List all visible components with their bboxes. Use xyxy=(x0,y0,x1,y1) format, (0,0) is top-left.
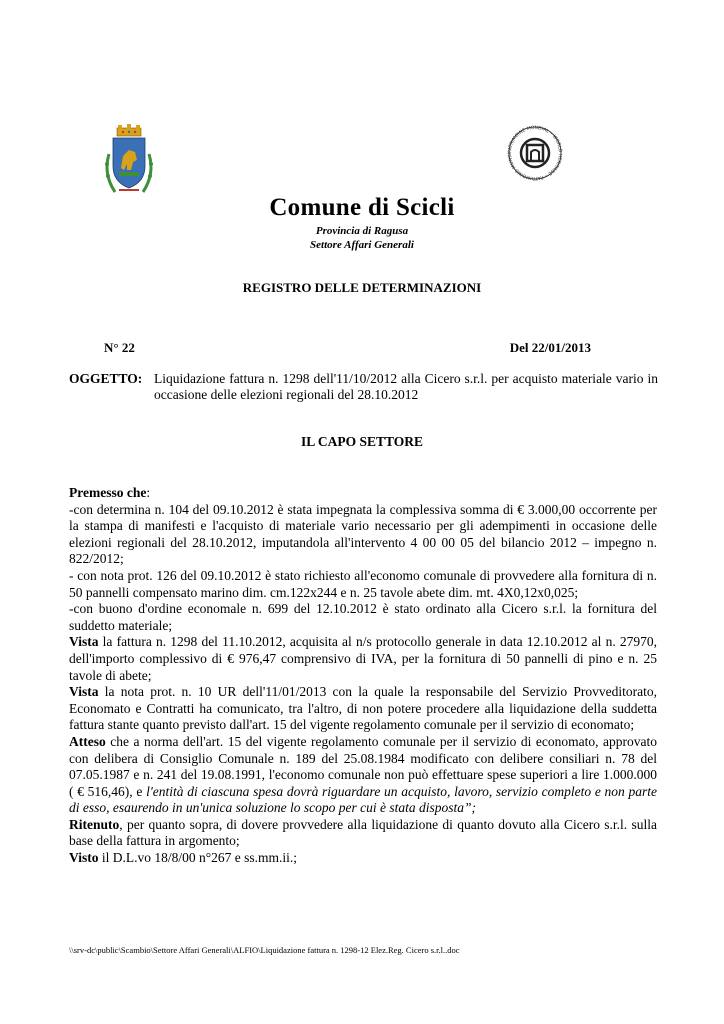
paragraph-vista-nota xyxy=(69,684,657,734)
premesso-paragraph xyxy=(69,485,657,502)
page-title: Comune di Scicli xyxy=(269,194,455,221)
registro-heading: REGISTRO DELLE DETERMINAZIONI xyxy=(242,280,482,295)
vista-label: Vista xyxy=(69,634,99,650)
determina-number: N° 22 xyxy=(104,340,135,355)
vista-fattura-text: la fattura n. 1298 del 11.10.2012, acquisita al n/s protocollo generale in data 12.10.2012 al n. 27970, dell'importo complessivo di € 976,47 comprensivo di IVA, per la fornitura di 50 pannelli di pino e n. 25 tavole di abete; xyxy=(69,634,657,683)
footer-file-path: \\srv-dc\public\Scambio\Settore Affari Generali\ALFIO\Liquidazione fattura n. 1298-12 Elez.Reg. Cicero s.r.l..doc xyxy=(69,945,460,955)
svg-text:PATRIMOINE MONDIAL • WORLD HER: PATRIMOINE MONDIAL • WORLD HERITAGE • PATRIMONIO MUNDI xyxy=(507,125,563,181)
settore-subtitle: Settore Affari Generali xyxy=(310,239,414,251)
oggetto-text: Liquidazione fattura n. 1298 dell'11/10/2012 alla Cicero s.r.l. per acquisto materiale vario in occasione delle elezioni regionali del 28.10.2012 xyxy=(154,371,658,402)
unesco-world-heritage-logo xyxy=(498,124,572,182)
premesso-colon: : xyxy=(146,485,151,500)
province-subtitle: Provincia di Ragusa xyxy=(315,225,409,237)
capo-settore-heading: IL CAPO SETTORE xyxy=(300,434,424,449)
ritenuto-label: Ritenuto xyxy=(69,816,120,832)
visto-text: il D.L.vo 18/8/00 n°267 e ss.mm.ii.; xyxy=(98,850,298,866)
atteso-quote: l'entità di ciascuna spesa dovrà riguardare un acquisto, lavoro, servizio completo e non parte di esso, esaurendo in un'unica soluzione lo scopo per cui è stata disposta”; xyxy=(69,783,657,816)
ritenuto-text: , per quanto sopra, di dovere provvedere alla liquidazione di quanto dovuto alla Cicero s.r.l. sulla base della fattura in argomento; xyxy=(69,816,657,849)
paragraph-buono: -con buono d'ordine economale n. 699 del 12.10.2012 è stato ordinato alla Cicero s.r.l. la fornitura del suddetto materiale; xyxy=(69,601,657,633)
paragraph-atteso xyxy=(69,734,657,817)
document-body xyxy=(69,485,657,867)
visto-label: Visto xyxy=(69,850,99,866)
atteso-label: Atteso xyxy=(69,733,106,749)
oggetto-label: OGGETTO: xyxy=(69,371,143,386)
paragraph-visto xyxy=(69,850,657,867)
paragraph-determina: -con determina n. 104 del 09.10.2012 è stata impegnata la complessiva somma di € 3.000,00 occorrente per la stampa di manifesti e l'acquisto di materiale vario necessario per gli adempimenti in occasione delle elezioni regionali del 28.10.2012, imputandola all'intervento 4 00 00 05 del bilancio 2012 – impegno n. 822/2012; xyxy=(69,501,657,567)
atteso-text: che a norma dell'art. 15 del vigente regolamento comunale per il servizio di economato, approvato con delibera di Consiglio Comunale n. 189 del 25.08.1984 modificato con delibere consiliari n. 78 del 07.05.1987 e n. 241 del 19.08.1991, l'economo comunale non può effettuare spese superiori a lire 1.000.000 ( € 516,46), e xyxy=(69,733,657,799)
paragraph-vista-fattura xyxy=(69,634,657,684)
determina-date: Del 22/01/2013 xyxy=(509,340,591,355)
comune-crest-logo xyxy=(101,124,157,198)
vista-label: Vista xyxy=(69,684,99,700)
paragraph-ritenuto xyxy=(69,817,657,850)
premesso-label: Premesso che xyxy=(69,485,147,500)
paragraph-nota: - con nota prot. 126 del 09.10.2012 è stato richiesto all'economo comunale di provvedere alla fornitura di n. 50 pannelli compensato marino dim. cm.122x244 e n. 25 tavole abete dim. mt. 4X0,12x0,025; xyxy=(69,567,657,600)
vista-nota-text: la nota prot. n. 10 UR dell'11/01/2013 con la quale la responsabile del Servizio Provveditorato, Economato e Contratti ha comunicato, tra l'altro, di non potere procedere alla liquidazione della suddetta fattura stante quanto previsto dall'art. 15 del vigente regolamento comunale per il servizio di economato; xyxy=(69,684,657,733)
